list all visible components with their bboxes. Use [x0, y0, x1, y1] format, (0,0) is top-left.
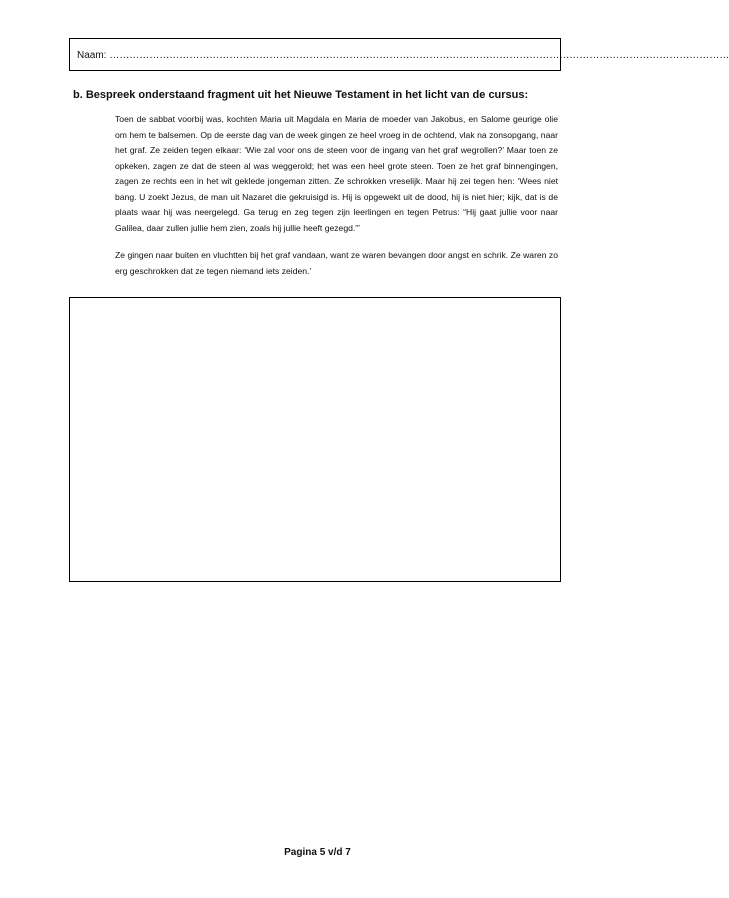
- name-field-box: [69, 38, 729, 71]
- fragment-paragraph-1: Toen de sabbat voorbij was, kochten Maria uit Magdala en Maria de moeder van Jakobus, en Salome geurige olie om hem te balsemen. Op de eerste dag van de week gingen ze heel vroeg in de ochtend, vlak na zonsopgang, naar het graf. Ze zeiden tegen elkaar: ‘Wie zal voor ons de steen voor de ingang van het graf wegrollen?’ Maar toen ze opkeken, zagen ze dat de steen al was weggerold; het was een heel grote steen. Toen ze het graf binnengingen, zagen ze rechts een in het wit geklede jongeman zitten. Ze schrokken vreselijk. Maar hij zei tegen hen: ‘Wees niet bang. U zoekt Jezus, de man uit Nazaret die gekruisigd is. Hij is opgewekt uit de dood, hij is niet hier; kijk, dat is de plaats waar hij was neergelegd. Ga terug en zeg tegen zijn leerlingen en tegen Petrus: “Hij gaat jullie voor naar Galilea, daar zullen jullie hem zien, zoals hij jullie heeft gezegd.”’: [115, 114, 558, 233]
- name-field-label: Naam: ……………………………………………………………………………………………………………………………………………………………………: [77, 50, 729, 61]
- page-number: Pagina 5 v/d 7: [284, 847, 351, 858]
- fragment-paragraph-2: Ze gingen naar buiten en vluchtten bij het graf vandaan, want ze waren bevangen door angst en schrik. Ze waren zo erg geschrokken dat ze tegen niemand iets zeiden.’: [115, 250, 558, 276]
- answer-box: [69, 297, 561, 582]
- question-heading: b. Bespreek onderstaand fragment uit het Nieuwe Testament in het licht van de cursus:: [73, 89, 529, 101]
- bible-fragment: [115, 112, 558, 279]
